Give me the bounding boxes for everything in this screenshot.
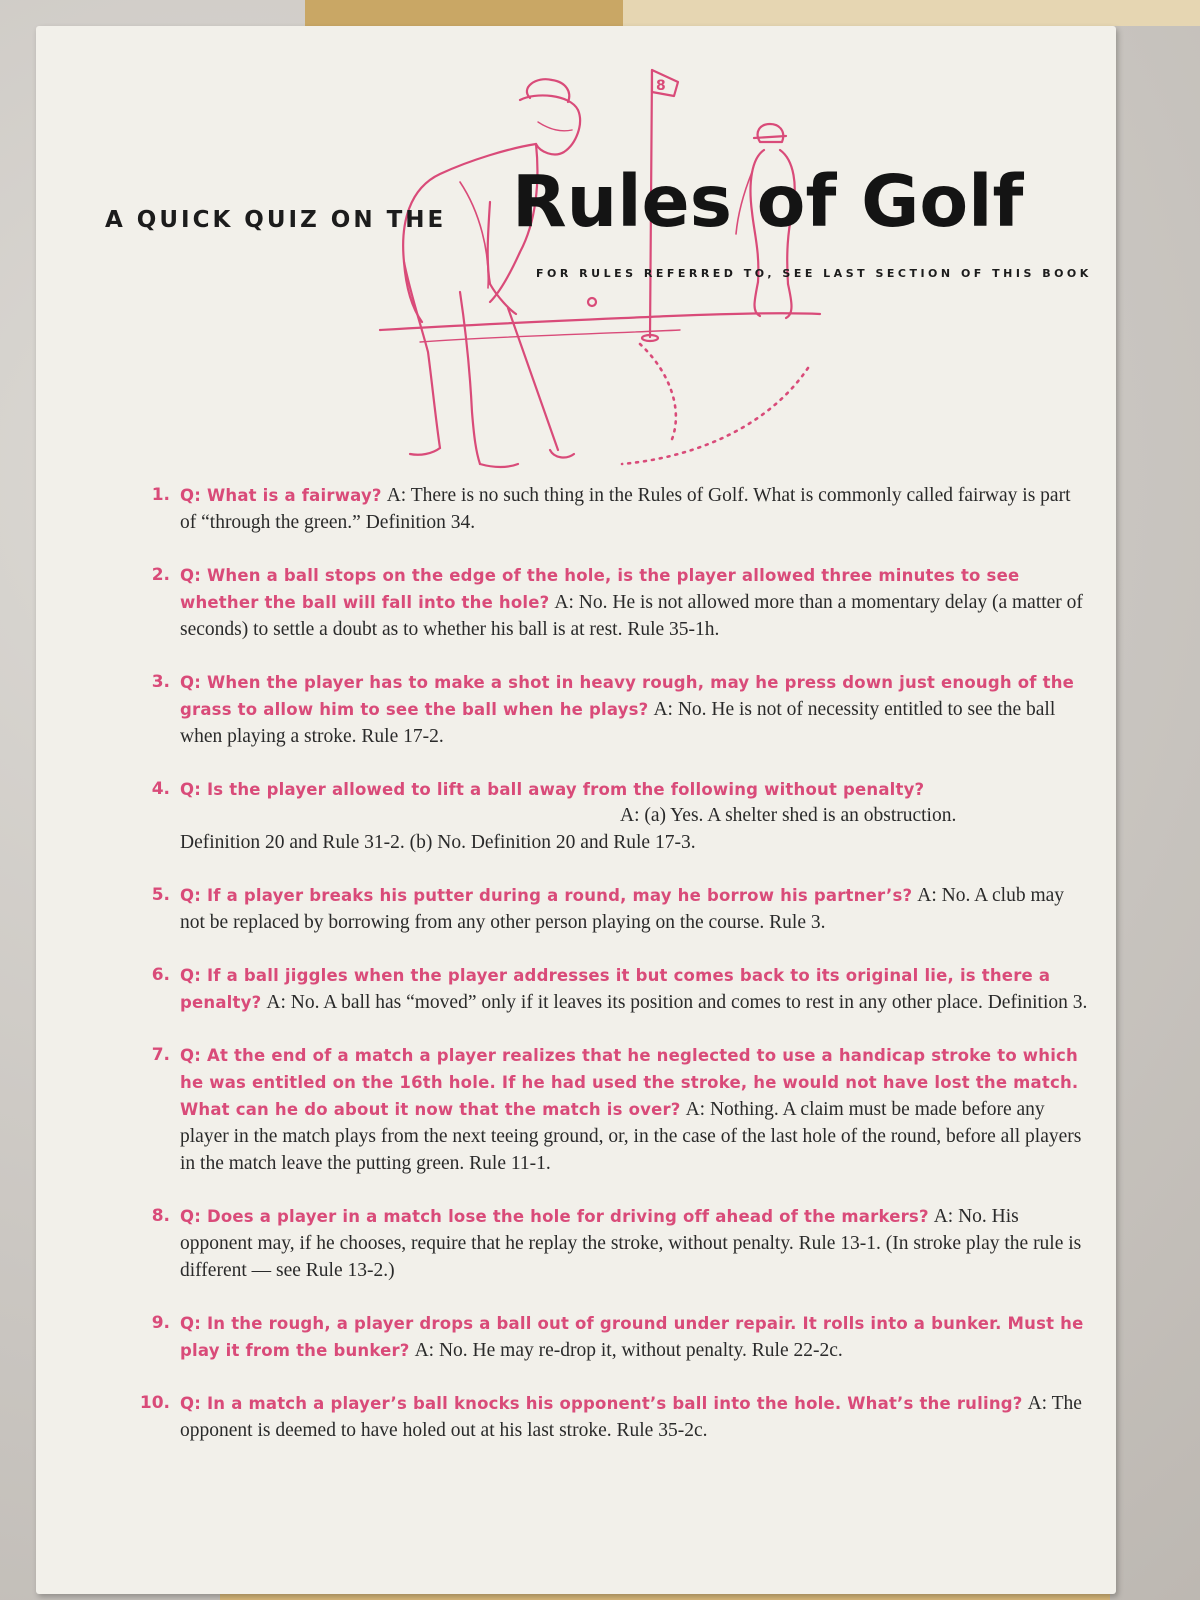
quiz-item xyxy=(80,1042,1110,1177)
quiz-question: Q: Does a player in a match lose the hole for driving off ahead of the markers? xyxy=(180,1207,929,1226)
quiz-answer: A: No. A club may not be replaced by borrowing from any other person playing on the course. Rule 3. xyxy=(180,885,1065,933)
quiz-answer: A: No. He is not allowed more than a momentary delay (a matter of seconds) to settle a doubt as to whether his ball is at rest. Rule 35-1h. xyxy=(180,592,1083,640)
quiz-item-number: 2. xyxy=(151,565,170,585)
quiz-item-number: 5. xyxy=(151,885,170,905)
quiz-answer: A: There is no such thing in the Rules of Golf. What is commonly called fairway is part of “through the green.” Definition 34. xyxy=(180,485,1071,533)
quiz-item xyxy=(80,776,1110,856)
quiz-item-number: 10. xyxy=(139,1393,170,1413)
quiz-question: Q: In a match a player’s ball knocks his opponent’s ball into the hole. What’s the ruling? xyxy=(180,1394,1023,1413)
quiz-answer-continued: Definition 20 and Rule 31-2. (b) No. Definition 20 and Rule 17-3. xyxy=(180,832,696,853)
quiz-question: Q: At the end of a match a player realizes that he neglected to use a handicap stroke to which he was entitled on the 16th hole. If he had used the stroke, he would not have lost the match. What can he do about it now that the match is over? xyxy=(180,1046,1079,1119)
quiz-answer: A: Nothing. A claim must be made before any player in the match plays from the next teeing ground, or, in the case of the last hole of the round, before all players in the match leave the putting green. Rule 11-1. xyxy=(180,1099,1082,1174)
quiz-item xyxy=(80,669,1110,750)
quiz-answer: A: No. He is not of necessity entitled to see the ball when playing a stroke. Rule 17-2. xyxy=(180,699,1056,747)
quiz-item-number: 8. xyxy=(151,1206,170,1226)
quiz-question: Q: In the rough, a player drops a ball out of ground under repair. It rolls into a bunker. Must he play it from the bunker? xyxy=(180,1314,1084,1360)
quiz-item-number: 3. xyxy=(151,672,170,692)
quiz-item xyxy=(80,1310,1110,1364)
quiz-question: Q: When a ball stops on the edge of the hole, is the player allowed three minutes to see whether the ball will fall into the hole? xyxy=(180,566,1020,612)
quiz-item-number: 6. xyxy=(151,965,170,985)
quiz-item-number: 7. xyxy=(151,1045,170,1065)
quiz-question: Q: Is the player allowed to lift a ball away from the following without penalty? xyxy=(180,780,925,799)
quiz-answer: A: The opponent is deemed to have holed out at his last stroke. Rule 35-2c. xyxy=(180,1393,1082,1441)
quiz-list xyxy=(80,482,1110,1444)
quiz-item-number: 1. xyxy=(151,485,170,505)
golfers-putting-illustration xyxy=(340,52,860,472)
quiz-item-number: 4. xyxy=(151,779,170,799)
quiz-item xyxy=(80,962,1110,1016)
quiz-item xyxy=(80,882,1110,936)
quiz-question: Q: When the player has to make a shot in heavy rough, may he press down just enough of the grass to allow him to see the ball when he plays? xyxy=(180,673,1075,719)
quiz-answer: A: No. A ball has “moved” only if it leaves its position and comes to rest in any other place. Definition 3. xyxy=(266,992,1088,1013)
quiz-answer: A: (a) Yes. A shelter shed is an obstruction. xyxy=(620,805,957,826)
header-subtitle: FOR RULES REFERRED TO, SEE LAST SECTION OF THIS BOOK xyxy=(536,267,1092,280)
quiz-item xyxy=(80,562,1110,643)
header-pre-title: A QUICK QUIZ ON THE xyxy=(105,207,447,233)
quiz-question: Q: If a ball jiggles when the player addresses it but comes back to its original lie, is there a penalty? xyxy=(180,966,1051,1012)
page-title: Rules of Golf xyxy=(512,160,1024,243)
quiz-question: Q: If a player breaks his putter during a round, may he borrow his partner’s? xyxy=(180,886,913,905)
quiz-question: Q: What is a fairway? xyxy=(180,486,382,505)
quiz-item xyxy=(80,1390,1110,1444)
quiz-answer: A: No. His opponent may, if he chooses, require that he replay the stroke, without penalty. Rule 13-1. (In stroke play the rule is different — see Rule 13-2.) xyxy=(180,1206,1082,1281)
svg-text:8: 8 xyxy=(656,78,666,94)
quiz-item-number: 9. xyxy=(151,1313,170,1333)
quiz-item xyxy=(80,482,1110,536)
quiz-answer: A: No. He may re-drop it, without penalty. Rule 22-2c. xyxy=(414,1340,843,1361)
quiz-item xyxy=(80,1203,1110,1284)
